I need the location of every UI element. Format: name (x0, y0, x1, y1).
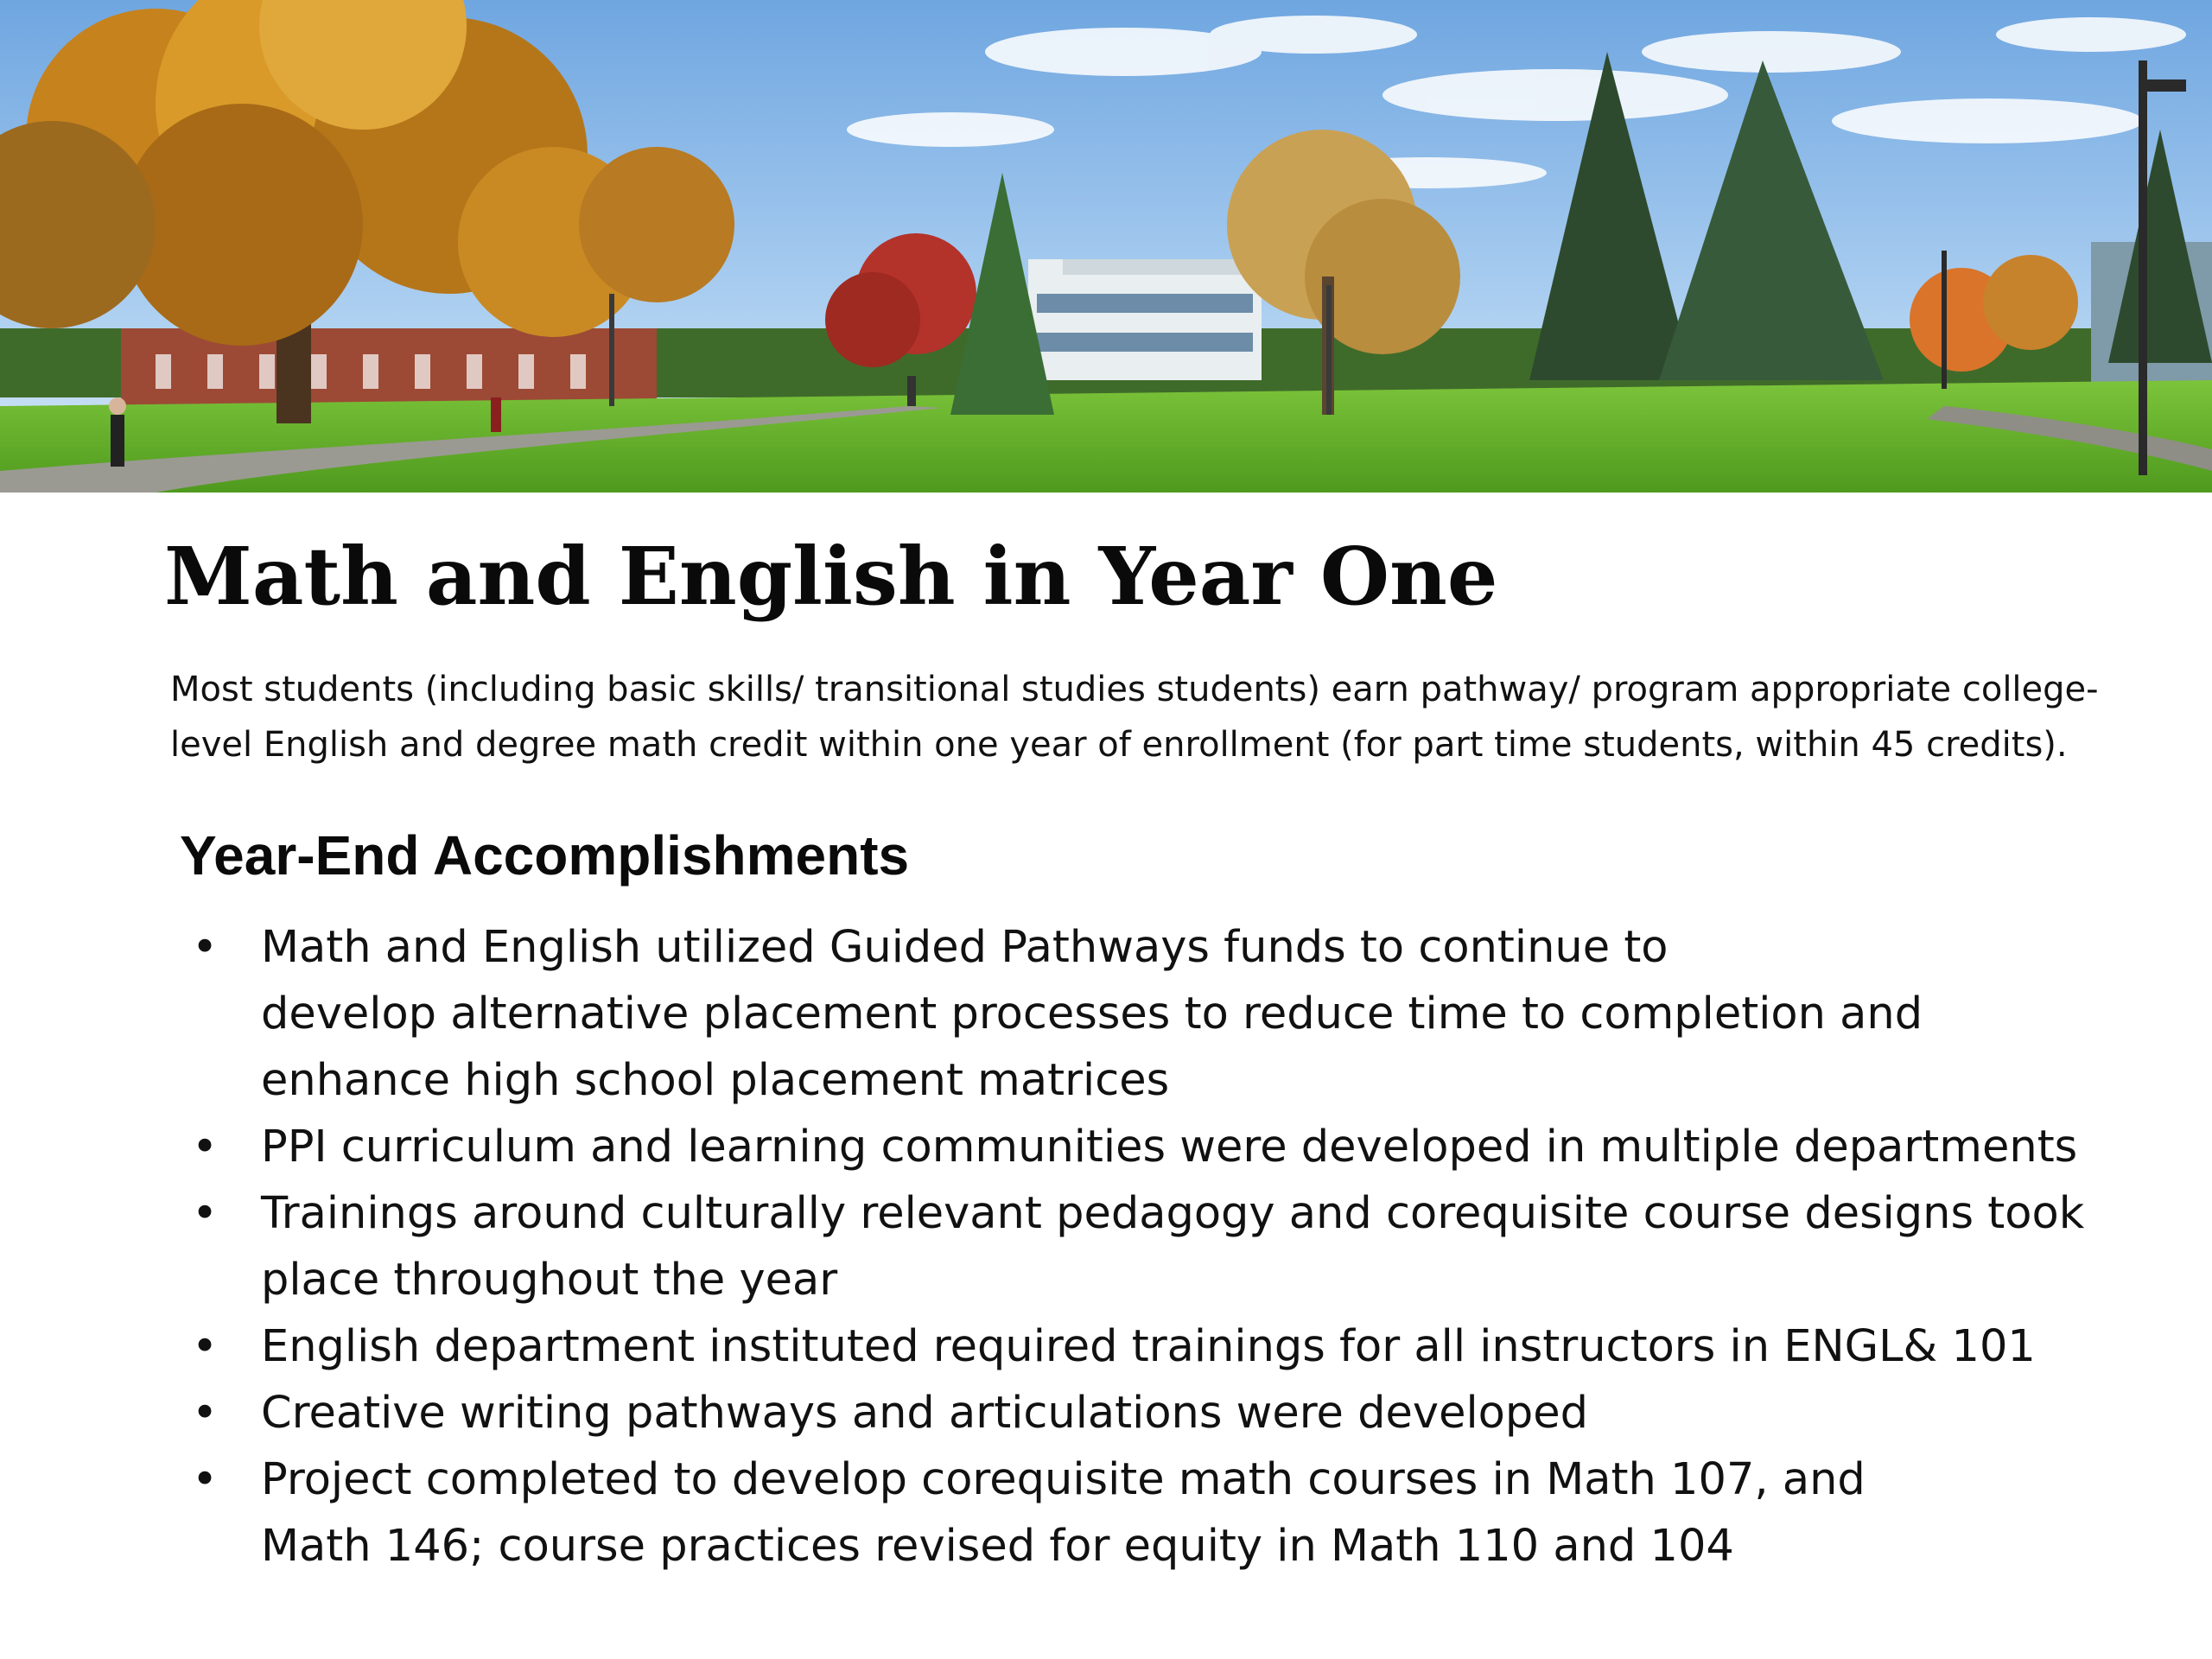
list-item-line: Creative writing pathways and articulations were developed (261, 1388, 1588, 1439)
bullet-icon: • (192, 1388, 219, 1439)
section-heading: Year-End Accomplishments (180, 824, 910, 887)
list-item-line: Trainings around culturally relevant pedagogy and corequisite course designs took (261, 1188, 2085, 1239)
list-item-line: Math 146; course practices revised for equity in Math 110 and 104 (261, 1521, 1734, 1572)
list-item-line: Math and English utilized Guided Pathways funds to continue to (261, 922, 1669, 973)
list-item (0, 1446, 2212, 1580)
accomplishments-list (0, 914, 2212, 1580)
list-item (0, 1380, 2212, 1446)
list-item-line: Project completed to develop corequisite math courses in Math 107, and (261, 1454, 1866, 1505)
bullet-icon: • (192, 1188, 219, 1239)
list-item (0, 914, 2212, 1114)
list-item (0, 1114, 2212, 1180)
bullet-icon: • (192, 1454, 219, 1505)
list-item-line: enhance high school placement matrices (261, 1055, 1170, 1106)
list-item-line: place throughout the year (261, 1255, 838, 1306)
bullet-icon: • (192, 1321, 219, 1372)
list-item-line: PPI curriculum and learning communities were developed in multiple departments (261, 1122, 2078, 1173)
bullet-icon: • (192, 1122, 219, 1173)
goal-statement (170, 662, 2140, 772)
goal-statement-line: Most students (including basic skills/ transitional studies students) earn pathway/ program appropriate college- (170, 670, 2099, 709)
goal-statement-line: level English and degree math credit within one year of enrollment (for part time students, within 45 credits). (170, 725, 2068, 765)
campus-banner-image (0, 0, 2212, 493)
slide-title: Math and English in Year One (164, 530, 1498, 623)
list-item (0, 1180, 2212, 1313)
bullet-icon: • (192, 922, 219, 973)
list-item (0, 1313, 2212, 1380)
list-item-line: develop alternative placement processes to reduce time to completion and (261, 988, 1923, 1039)
list-item-line: English department instituted required trainings for all instructors in ENGL& 101 (261, 1321, 2036, 1372)
